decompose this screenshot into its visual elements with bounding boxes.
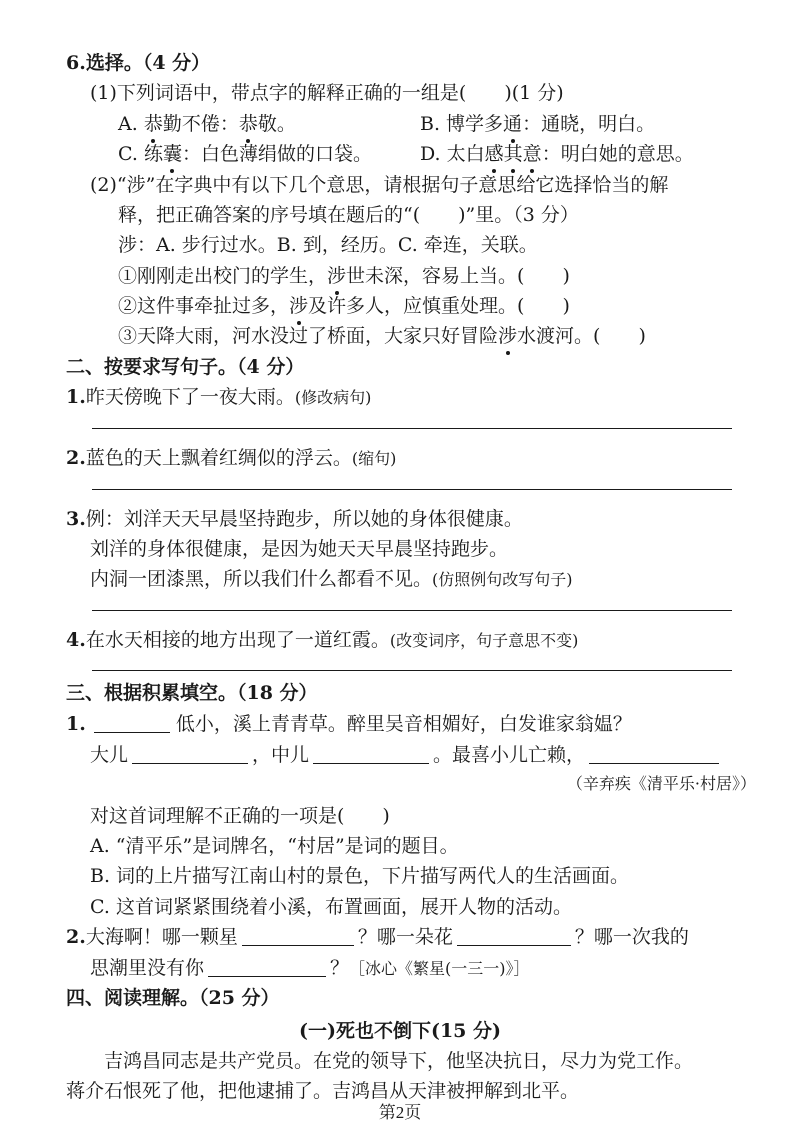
s3-q2-line-1: 2.大海啊！哪一颗星 ？哪一朵花 ？哪一次我的 bbox=[66, 926, 689, 948]
dotted-char: 涉 bbox=[327, 265, 347, 287]
dotted-char: 涉 bbox=[289, 295, 309, 317]
fill-blank[interactable] bbox=[242, 925, 354, 946]
fill-blank[interactable] bbox=[313, 743, 429, 764]
q6-p2-sentence-2: ②这件事牵扯过多，涉及许多人，应慎重处理。( ) bbox=[118, 295, 570, 317]
q6-option-d: D. 太白感其意：明白她的意思。 bbox=[420, 143, 694, 165]
q6-option-b: B. 博学多通：通晓，明白。 bbox=[420, 113, 656, 135]
reading-subtitle: (一)死也不倒下(15 分) bbox=[298, 1020, 501, 1042]
s2-q2: 2.蓝色的天上飘着红绸似的浮云。(缩句) bbox=[66, 447, 397, 469]
reading-paragraph-line-1: 吉鸿昌同志是共产党员。在党的领导下，他坚决抗日，尽力为党工作。 bbox=[104, 1050, 694, 1072]
q6-option-a: A. 恭勤不倦：恭敬。 bbox=[118, 113, 296, 135]
s3-mc-a: A. “清平乐”是词牌名，“村居”是词的题目。 bbox=[90, 835, 459, 857]
answer-line[interactable] bbox=[92, 489, 732, 490]
q6-p2-stem-1: (2)“涉”在字典中有以下几个意思，请根据句子意思给它选择恰当的解 bbox=[90, 174, 669, 196]
dotted-char: 恭 bbox=[238, 113, 258, 135]
dotted-char: 通 bbox=[503, 113, 523, 135]
dotted-char: 囊 bbox=[162, 143, 182, 165]
q6-title-text: 选择。（4 分） bbox=[85, 52, 211, 74]
dotted-char: 感 bbox=[484, 143, 504, 165]
fill-blank[interactable] bbox=[457, 925, 571, 946]
s3-q2-line-2: 思潮里没有你 ？［冰心《繁星(一三一)》］ bbox=[90, 957, 530, 979]
section-2-title: 二、按要求写句子。（4 分） bbox=[66, 356, 305, 378]
q6-number: 6. bbox=[66, 52, 86, 74]
fill-blank[interactable] bbox=[94, 712, 170, 733]
page-number: 第2页 bbox=[378, 1103, 422, 1122]
answer-line[interactable] bbox=[92, 610, 732, 611]
q6-p2-sentence-1: ①刚刚走出校门的学生，涉世未深，容易上当。( ) bbox=[118, 265, 570, 287]
dotted-char: 恭 bbox=[143, 113, 163, 135]
q6-p2-sentence-3: ③天降大雨，河水没过了桥面，大家只好冒险涉水渡河。( ) bbox=[118, 325, 646, 347]
section-4-title: 四、阅读理解。（25 分） bbox=[66, 987, 280, 1009]
q6-p2-stem-2: 释，把正确答案的序号填在题后的“( )”里。（3 分） bbox=[118, 204, 579, 226]
section-3-title: 三、根据积累填空。（18 分） bbox=[66, 682, 318, 704]
q6-option-c: C. 练囊：白色薄绢做的口袋。 bbox=[118, 143, 372, 165]
fill-blank[interactable] bbox=[208, 956, 326, 977]
dotted-char: 涉 bbox=[498, 325, 518, 347]
s2-q4: 4.在水天相接的地方出现了一道红霞。(改变词序，句子意思不变) bbox=[66, 629, 579, 651]
s2-q3-example: 3.例：刘洋天天早晨坚持跑步，所以她的身体很健康。 bbox=[66, 508, 523, 530]
s2-q3-example-rewrite: 刘洋的身体很健康，是因为她天天早晨坚持跑步。 bbox=[90, 538, 509, 560]
dotted-char: 其 bbox=[503, 143, 523, 165]
s2-q1: 1.昨天傍晚下了一夜大雨。(修改病句) bbox=[66, 386, 372, 408]
q6-p2-definitions: 涉：A. 步行过水。B. 到，经历。C. 牵连，关联。 bbox=[118, 234, 538, 256]
answer-line[interactable] bbox=[92, 428, 732, 429]
q6-p1-stem: (1)下列词语中，带点字的解释正确的一组是( )(1 分) bbox=[90, 82, 564, 104]
fill-blank[interactable] bbox=[589, 743, 719, 764]
s2-q3-task: 内洞一团漆黑，所以我们什么都看不见。(仿照例句改写句子) bbox=[90, 568, 573, 590]
s3-mc-c: C. 这首词紧紧围绕着小溪，布置画面，展开人物的活动。 bbox=[90, 896, 572, 918]
s3-q1-line-1: 1. 低小，溪上青青草。醉里吴音相媚好，白发谁家翁媪？ bbox=[66, 713, 632, 735]
s3-mc-b: B. 词的上片描写江南山村的景色，下片描写两代人的生活画面。 bbox=[90, 865, 630, 887]
answer-line[interactable] bbox=[92, 670, 732, 671]
poem-source: （辛弃疾《清平乐·村居》） bbox=[566, 774, 756, 793]
fill-blank[interactable] bbox=[132, 743, 248, 764]
s3-q1-line-2: 大儿 ，中儿 。最喜小儿亡赖， bbox=[90, 742, 723, 768]
reading-paragraph-line-2: 蒋介石恨死了他，把他逮捕了。吉鸿昌从天津被押解到北平。 bbox=[66, 1080, 580, 1102]
dotted-char: 意 bbox=[522, 143, 542, 165]
q6-title bbox=[66, 50, 210, 76]
s3-mc-stem: 对这首词理解不正确的一项是( ) bbox=[90, 805, 390, 827]
